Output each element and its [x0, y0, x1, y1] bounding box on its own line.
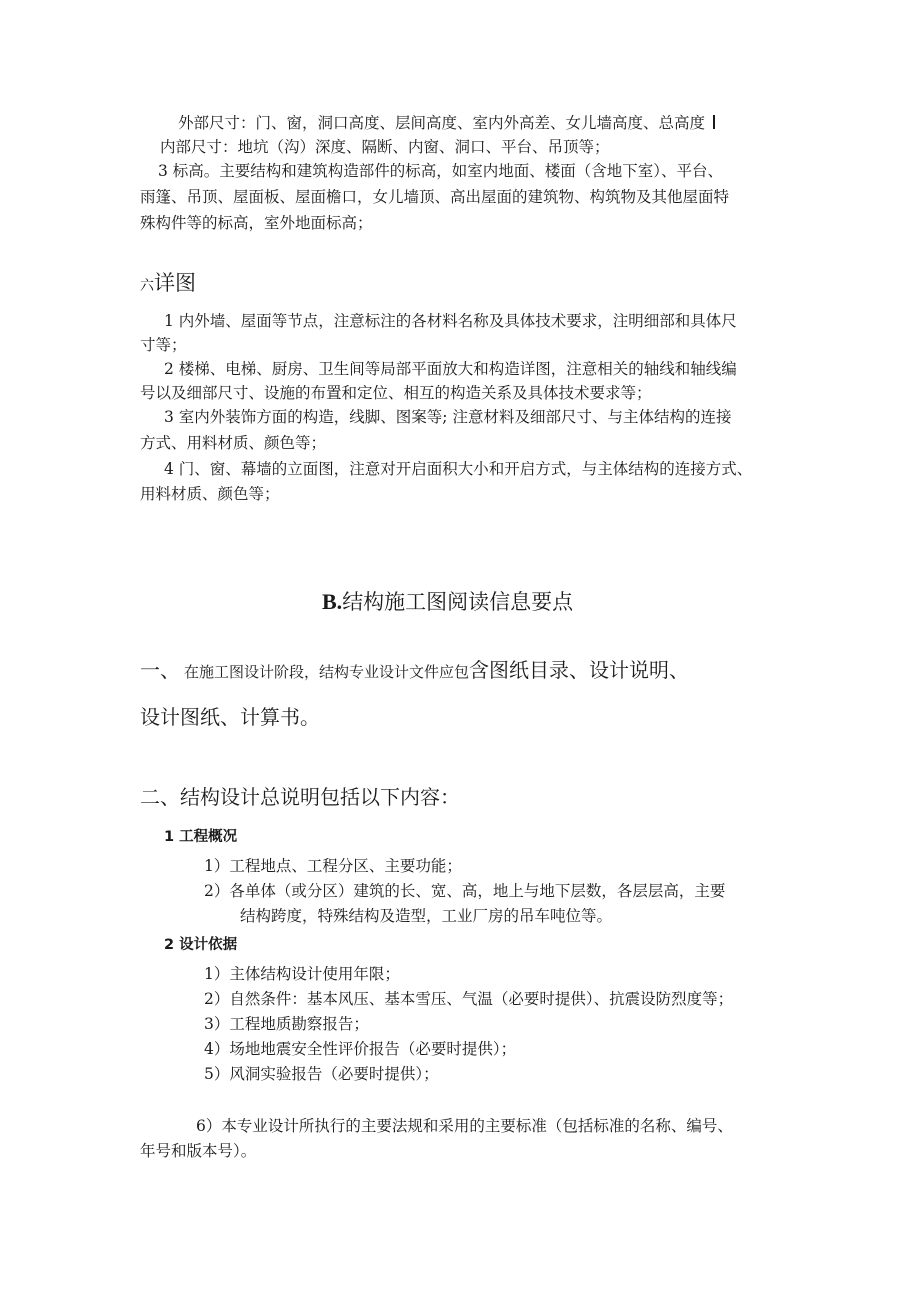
inner-dimensions-line: 内部尺寸：地坑（沟）深度、隔断、内窗、洞口、平台、吊顶等； [160, 138, 610, 156]
detail-item-3-line-2: 方式、用料材质、颜色等； [140, 434, 327, 452]
section-1-line-2: 设计图纸、计算书。 [140, 705, 320, 729]
elevation-line-3: 殊构件等的标高，室外地面标高； [140, 214, 373, 232]
detail-item-3-line-1: 3 室内外装饰方面的构造，线脚、图案等; 注意材料及细部尺寸、与主体结构的连接 [164, 408, 732, 426]
detail-heading-text: 详图 [154, 271, 196, 295]
outer-dimensions-line [178, 112, 715, 134]
outer-dimensions-text: 外部尺寸：门、窗，洞口高度、层间高度、室内外高差、女儿墙高度、总高度 [178, 114, 706, 132]
detail-item-1-line-2: 寸等； [140, 336, 187, 354]
subsection-2-item-4: 4）场地地震安全性评价报告（必要时提供）； [204, 1040, 517, 1058]
title-prefix: B. [322, 589, 343, 614]
subsection-1-item-2: 2）各单体（或分区）建筑的长、宽、高，地上与地下层数，各层层高，主要 [204, 882, 726, 900]
section-2-heading: 二、结构设计总说明包括以下内容： [140, 785, 460, 809]
detail-item-2-line-2: 号以及细部尺寸、设施的布置和定位、相互的构造关系及具体技术要求等； [140, 384, 652, 402]
detail-heading-number: 六 [140, 278, 154, 294]
detail-item-4-line-2: 用料材质、颜色等； [140, 485, 280, 503]
subsection-1-item-1: 1）工程地点、工程分区、主要功能； [204, 857, 462, 875]
detail-item-1-line-1: 1 内外墙、屋面等节点，注意标注的各材料名称及具体技术要求，注明细部和具体尺 [164, 312, 737, 330]
text-cursor-bar [713, 115, 715, 129]
detail-heading [140, 272, 196, 297]
elevation-line-2: 雨篷、吊顶、屋面板、屋面檐口，女儿墙顶、高出屋面的建筑物、构筑物及其他屋面特 [140, 188, 730, 206]
subsection-2-item-2: 2）自然条件：基本风压、基本雪压、气温（必要时提供）、抗震设防烈度等； [204, 990, 734, 1008]
subsection-1-item-2-cont: 结构跨度，特殊结构及造型，工业厂房的吊车吨位等。 [240, 907, 613, 925]
subsection-1-title: 1 工程概况 [164, 829, 238, 845]
title-text: 结构施工图阅读信息要点 [342, 590, 574, 614]
section-1-small-text: 在施工图设计阶段，结构专业设计文件应包 [184, 663, 470, 681]
item-6-line-1: 6）本专业设计所执行的主要法规和采用的主要标准（包括标准的名称、编号、 [196, 1117, 733, 1135]
subsection-2-title: 2 设计依据 [164, 937, 238, 953]
subsection-2-item-5: 5）风洞实验报告（必要时提供）； [204, 1065, 439, 1083]
section-1-number: 一、 [140, 658, 180, 682]
subsection-2-item-1: 1）主体结构设计使用年限； [204, 965, 400, 983]
elevation-line-1: 3 标高。主要结构和建筑构造部件的标高，如室内地面、楼面（含地下室）、平台、 [158, 162, 724, 180]
structural-section-title [322, 591, 573, 613]
detail-item-4-line-1: 4 门、窗、幕墙的立面图，注意对开启面积大小和开启方式，与主体结构的连接方式、 [164, 460, 753, 478]
section-1-large-text: 含图纸目录、设计说明、 [469, 658, 690, 682]
section-1-line-1 [140, 659, 689, 683]
detail-item-2-line-1: 2 楼梯、电梯、厨房、卫生间等局部平面放大和构造详图，注意相关的轴线和轴线编 [164, 360, 737, 378]
subsection-2-item-3: 3）工程地质勘察报告； [204, 1015, 369, 1033]
item-6-line-2: 年号和版本号）。 [140, 1142, 257, 1160]
